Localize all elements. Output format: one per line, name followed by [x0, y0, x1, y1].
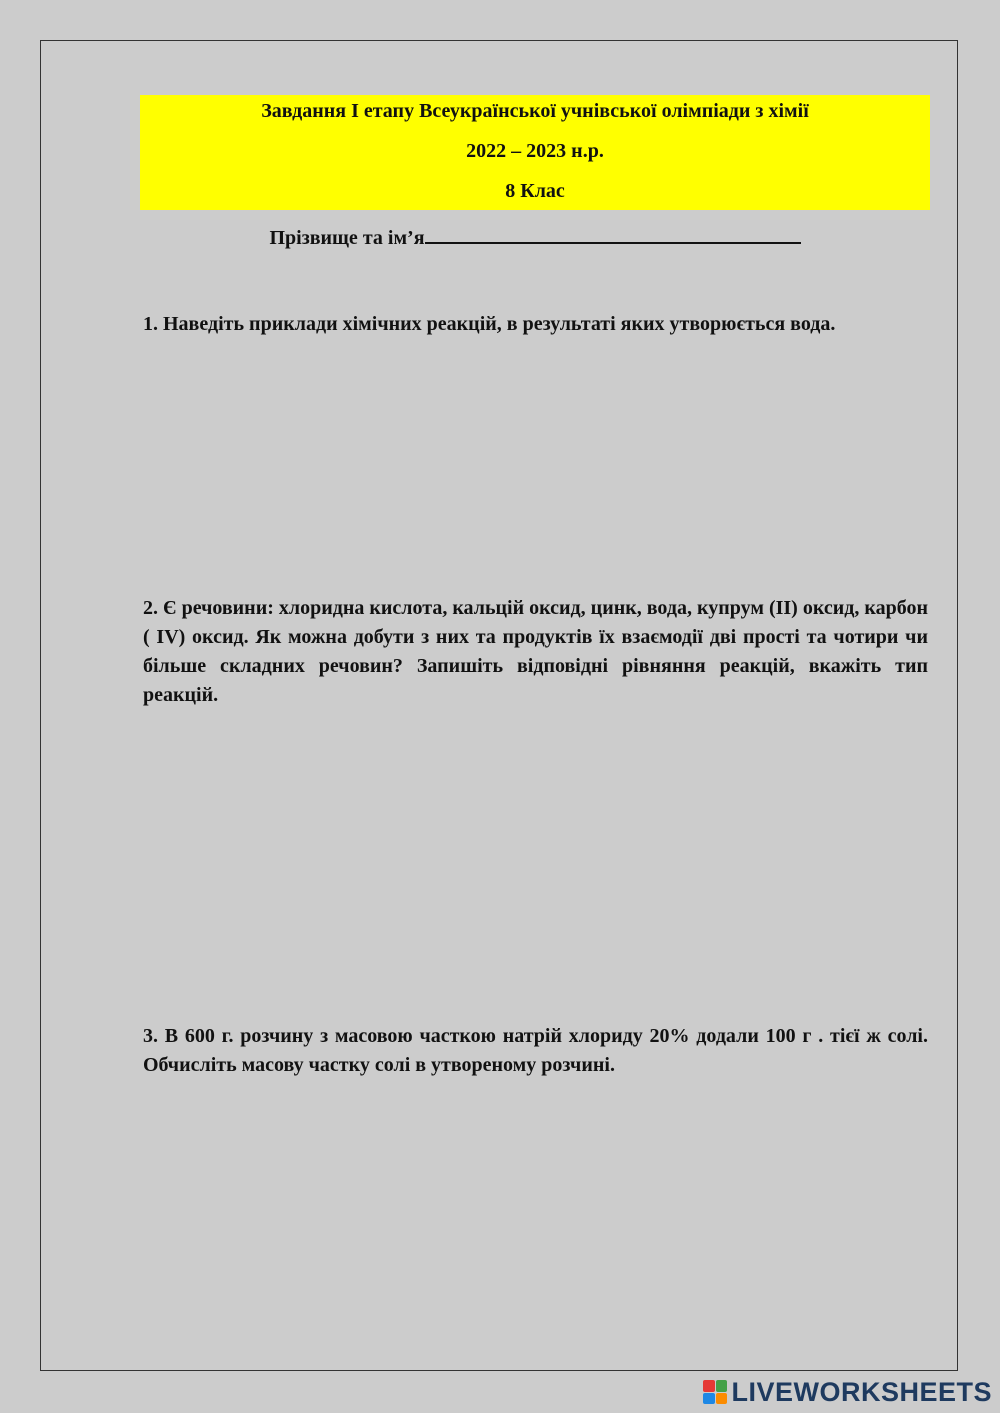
task-2: 2. Є речовини: хлоридна кислота, кальцій оксид, цинк, вода, купрум (ІІ) оксид, карбон ( IV) оксид. Як можна добути з них та продуктів їх взаємодії дві прості та чотири чи більше складних речовин? Запишіть відповідні рівняння реакцій, вкажіть тип реакцій. — [143, 597, 928, 706]
student-name-label: Прізвище та ім’я — [269, 227, 425, 249]
olympiad-title: Завдання І етапу Всеукраїнської учнівської олімпіади з хімії — [261, 100, 809, 122]
liveworksheets-brand — [703, 1377, 992, 1407]
school-year: 2022 – 2023 н.р. — [466, 140, 604, 162]
logo-square-orange — [716, 1393, 728, 1405]
logo-square-blue — [703, 1393, 715, 1405]
student-name-row — [140, 224, 930, 252]
logo-square-green — [716, 1380, 728, 1392]
task-1: 1. Наведіть приклади хімічних реакцій, в результаті яких утворюється вода. — [143, 313, 836, 335]
liveworksheets-logo-icon — [703, 1380, 727, 1404]
header-banner — [140, 95, 930, 210]
liveworksheets-wordmark: LIVEWORKSHEETS — [731, 1377, 992, 1407]
task-3: 3. В 600 г. розчину з масовою часткою натрій хлориду 20% додали 100 г . тієї ж солі. Обчисліть масову частку солі в утвореному розчині. — [143, 1025, 928, 1076]
grade-label: 8 Клас — [505, 180, 565, 202]
student-name-blank[interactable] — [425, 224, 801, 244]
logo-square-red — [703, 1380, 715, 1392]
